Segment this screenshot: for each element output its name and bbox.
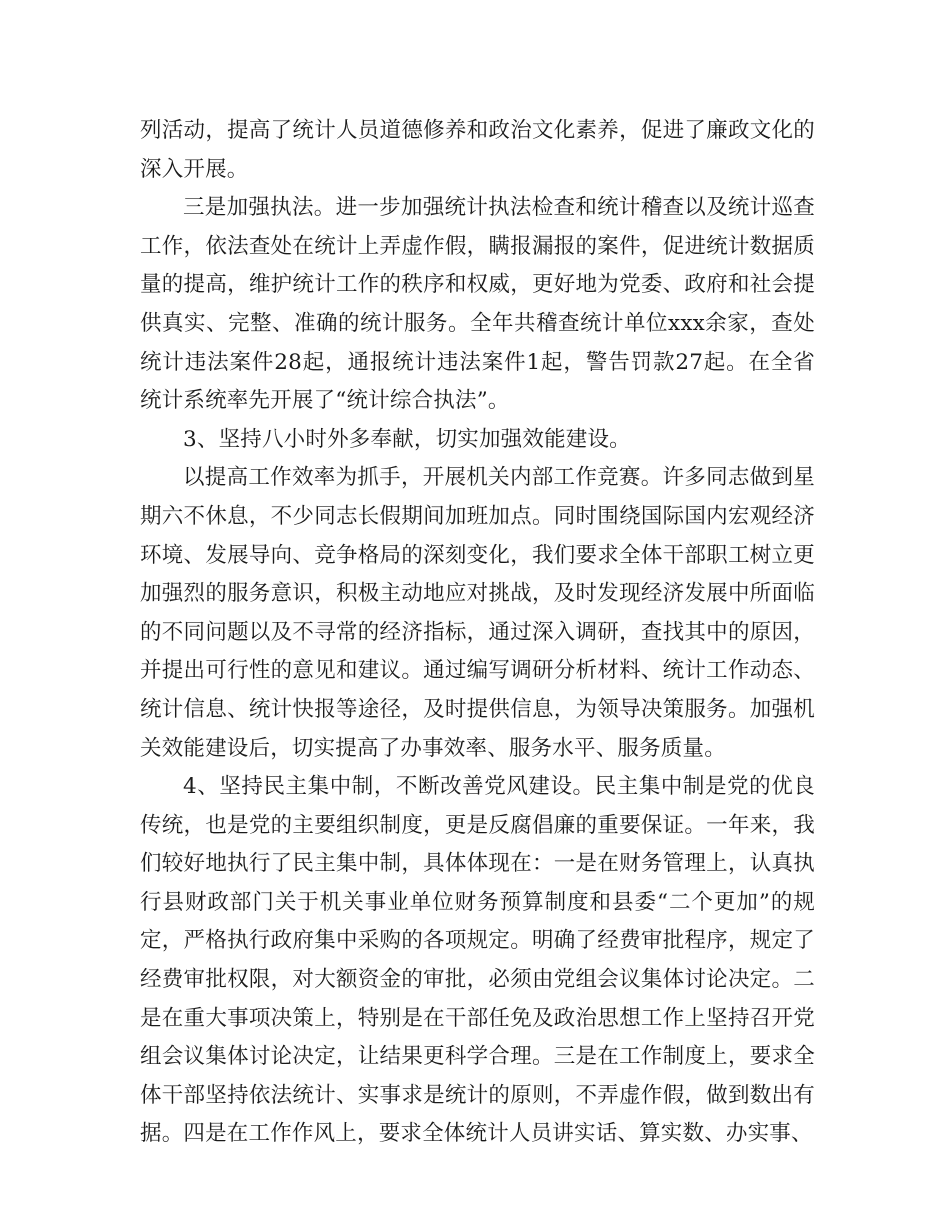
paragraph-continuation: 列活动，提高了统计人员道德修养和政治文化素养，促进了廉政文化的深入开展。 xyxy=(140,118,815,182)
paragraph-democratic-centralism: 4、坚持民主集中制，不断改善党风建设。民主集中制是党的优良传统，也是党的主要组织制度，更是反腐倡廉的重要保证。一年来，我们较好地执行了民主集中制，具体体现在：一是在财务管理上，认真执行县财政部门关于机关事业单位财务预算制度和县委“二个更加”的规定，严格执行政府集中采购的各项规定。明确了经费审批程序，规定了经费审批权限，对大额资金的审批，必须由党组会议集体讨论决定。二是在重大事项决策上，特别是在干部任免及政治思想工作上坚持召开党组会议集体讨论决定，让结果更科学合理。三是在工作制度上，要求全体干部坚持依法统计、实事求是统计的原则，不弄虚作假，做到数出有据。四是在工作作风上，要求全体统计人员讲实话、算实数、办实事、 xyxy=(140,774,815,1147)
paragraph-enforcement: 三是加强执法。进一步加强统计执法检查和统计稽查以及统计巡查工作，依法查处在统计上弄虚作假，瞒报漏报的案件，促进统计数据质量的提高，维护统计工作的秩序和权威，更好地为党委、政府和社会提供真实、完整、准确的统计服务。全年共稽查统计单位xxx余家，查处统计违法案件28起，通报统计违法案件1起，警告罚款27起。在全省统计系统率先开展了“统计综合执法”。 xyxy=(140,195,815,414)
paragraph-efficiency: 以提高工作效率为抓手，开展机关内部工作竞赛。许多同志做到星期六不休息，不少同志长假期间加班加点。同时围绕国际国内宏观经济环境、发展导向、竞争格局的深刻变化，我们要求全体干部职工树立更加强烈的服务意识，积极主动地应对挑战，及时发现经济发展中所面临的不同问题以及不寻常的经济指标，通过深入调研，查找其中的原因，并提出可行性的意见和建议。通过编写调研分析材料、统计工作动态、统计信息、统计快报等途径，及时提供信息，为领导决策服务。加强机关效能建设后，切实提高了办事效率、服务水平、服务质量。 xyxy=(140,465,815,761)
section-heading-efficiency: 3、坚持八小时外多奉献，切实加强效能建设。 xyxy=(183,426,631,452)
document-body xyxy=(140,112,815,1154)
